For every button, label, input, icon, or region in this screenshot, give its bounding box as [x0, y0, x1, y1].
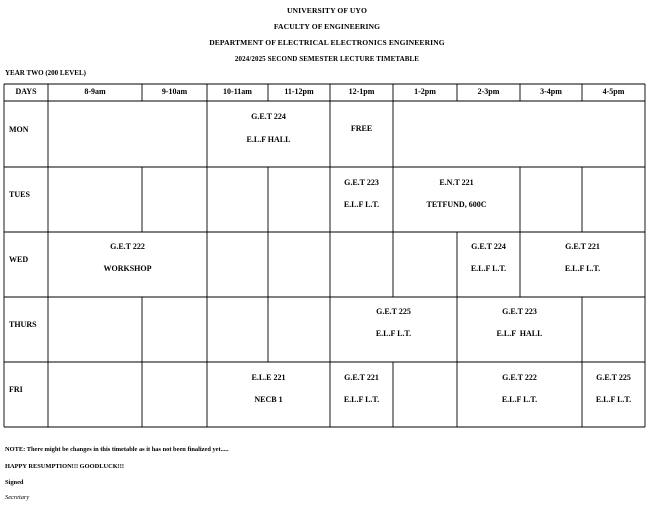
header-time: 9-10am: [161, 87, 188, 96]
course-code: E.L.E 221: [251, 373, 286, 382]
course-code: G.E.T 225: [376, 307, 411, 316]
course-venue: WORKSHOP: [103, 264, 152, 273]
course-venue: E.L.F L.T.: [595, 395, 632, 404]
greeting-text: HAPPY RESUMPTION!!! GOODLUCK!!!: [5, 463, 125, 470]
course-code: G.E.T 222: [502, 373, 537, 382]
signed-label: Signed: [5, 479, 24, 486]
day-label: WED: [9, 255, 29, 264]
header-time: 10-11am: [223, 87, 252, 96]
course-venue: NECB 1: [254, 395, 283, 404]
year-label: YEAR TWO (200 LEVEL): [5, 69, 86, 77]
faculty-name: FACULTY OF ENGINEERING: [273, 22, 381, 31]
timetable-title: 2024/2025 SECOND SEMESTER LECTURE TIMETABLE: [234, 55, 420, 63]
university-name: UNIVERSITY OF UYO: [286, 6, 368, 15]
header-time: 2-3pm: [477, 87, 500, 96]
day-label: TUES: [9, 190, 30, 199]
course-venue: E.L.F L.T.: [343, 395, 380, 404]
course-venue: E.L.F L.T.: [564, 264, 601, 273]
course-code: G.E.T 225: [596, 373, 631, 382]
course-venue: TETFUND, 600C: [426, 200, 487, 209]
course-venue: E.L.F L.T.: [375, 329, 412, 338]
course-venue: E.L.F L.T.: [501, 395, 538, 404]
header-time: 1-2pm: [414, 87, 436, 96]
course-venue: E.L.F L.T.: [343, 200, 380, 209]
course-code: G.E.T 222: [110, 242, 145, 251]
day-label: MON: [9, 125, 29, 134]
course-code: G.E.T 223: [344, 178, 379, 187]
course-code: E.N.T 221: [439, 178, 474, 187]
header-time: 11-12pm: [284, 87, 314, 96]
course-venue: E.L.F L.T.: [470, 264, 507, 273]
course-venue: E.L.F HALL: [496, 329, 543, 338]
course-code: G.E.T 221: [565, 242, 600, 251]
free-period: FREE: [350, 124, 373, 133]
course-code: G.E.T 223: [502, 307, 537, 316]
course-code: G.E.T 224: [471, 242, 506, 251]
department-name: DEPARTMENT OF ELECTRICAL ELECTRONICS ENGINEERING: [209, 38, 445, 47]
secretary-label: Secretary: [5, 494, 30, 501]
course-code: G.E.T 224: [251, 112, 286, 121]
course-venue: E.L.F HALL: [246, 135, 291, 144]
header-time: 12-1pm: [348, 87, 375, 96]
header-days: DAYS: [15, 87, 37, 96]
header-time: 8-9am: [84, 87, 106, 96]
course-code: G.E.T 221: [344, 373, 379, 382]
note-text: NOTE: There might be changes in this timetable as it has not been finalized yet.....: [5, 446, 229, 453]
day-label: FRI: [9, 385, 23, 394]
header-time: 3-4pm: [540, 87, 562, 96]
header-time: 4-5pm: [602, 87, 625, 96]
day-label: THURS: [9, 320, 37, 329]
